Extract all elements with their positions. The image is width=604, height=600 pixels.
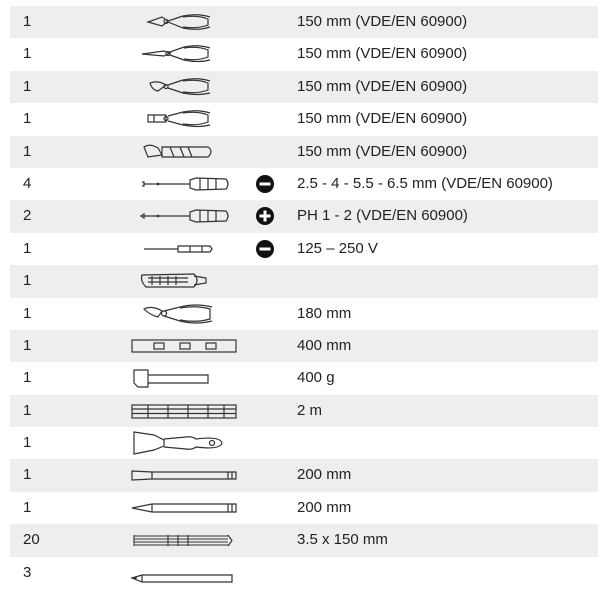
- quantity: 1: [23, 272, 32, 290]
- quantity: 1: [23, 369, 32, 387]
- description: 2.5 - 4 - 5.5 - 6.5 mm (VDE/EN 60900): [297, 174, 553, 192]
- table-row: [10, 459, 598, 491]
- drill-bits-icon: [128, 525, 238, 555]
- phillips-symbol-icon: [256, 207, 274, 225]
- description: 150 mm (VDE/EN 60900): [297, 110, 468, 128]
- description: 150 mm (VDE/EN 60900): [297, 13, 468, 30]
- table-row: [10, 427, 598, 459]
- description: 125 – 250 V: [297, 239, 378, 257]
- description: 2 m: [297, 401, 323, 419]
- table-row: [10, 168, 598, 200]
- long-nose-pliers-icon: [128, 39, 238, 69]
- phillips-screwdriver-icon: [128, 201, 238, 231]
- table-row: [10, 200, 598, 232]
- table-row: [10, 103, 598, 135]
- description: 400 mm: [297, 336, 352, 354]
- quantity: 1: [23, 77, 32, 95]
- table-row: [10, 557, 598, 597]
- quantity: 1: [23, 434, 32, 452]
- combination-pliers-icon: [128, 7, 238, 37]
- pointed-chisel-icon: [128, 493, 238, 523]
- hammer-icon: [128, 363, 238, 393]
- slotted-symbol-icon: [256, 175, 274, 193]
- quantity: 1: [23, 13, 32, 30]
- spirit-level-icon: [128, 331, 238, 361]
- quantity: 1: [23, 401, 32, 419]
- table-row: [10, 524, 598, 556]
- table-row: [10, 265, 598, 297]
- table-row: [10, 38, 598, 70]
- quantity: 1: [23, 466, 32, 484]
- utility-knife-icon: [128, 266, 238, 296]
- table-row: [10, 136, 598, 168]
- description: 150 mm (VDE/EN 60900): [297, 77, 468, 95]
- description: 400 g: [297, 369, 335, 387]
- description: 200 mm: [297, 498, 352, 516]
- description: 200 mm: [297, 466, 352, 484]
- table-row: [10, 233, 598, 265]
- quantity: 20: [23, 531, 40, 549]
- description: 180 mm: [297, 304, 352, 322]
- voltage-tester-icon: [128, 234, 238, 264]
- diagonal-cutter-icon: [128, 72, 238, 102]
- slotted-symbol-icon: [256, 240, 274, 258]
- quantity: 1: [23, 336, 32, 354]
- folding-rule-icon: [128, 396, 238, 426]
- quantity: 1: [23, 498, 32, 516]
- water-pump-pliers-icon: [128, 299, 238, 329]
- quantity: 2: [23, 207, 32, 225]
- table-row: [10, 492, 598, 524]
- quantity: 3: [23, 563, 32, 581]
- quantity: 1: [23, 110, 32, 128]
- scraper-icon: [128, 428, 238, 458]
- table-row: [10, 362, 598, 394]
- table-row: [10, 298, 598, 330]
- quantity: 1: [23, 304, 32, 322]
- description: 3.5 x 150 mm: [297, 531, 388, 549]
- wire-stripper-icon: [128, 104, 238, 134]
- description: 150 mm (VDE/EN 60900): [297, 142, 468, 160]
- quantity: 1: [23, 142, 32, 160]
- quantity: 4: [23, 174, 32, 192]
- description: 150 mm (VDE/EN 60900): [297, 45, 468, 63]
- description: PH 1 - 2 (VDE/EN 60900): [297, 207, 468, 225]
- tool-list-table: [10, 6, 598, 597]
- table-row: [10, 6, 598, 38]
- slotted-screwdriver-icon: [128, 169, 238, 199]
- table-row: [10, 71, 598, 103]
- table-row: [10, 330, 598, 362]
- flat-chisel-icon: [128, 460, 238, 490]
- cable-knife-icon: [128, 137, 238, 167]
- carpenter-pencil-icon: [128, 563, 238, 593]
- quantity: 1: [23, 45, 32, 63]
- quantity: 1: [23, 239, 32, 257]
- table-row: [10, 395, 598, 427]
